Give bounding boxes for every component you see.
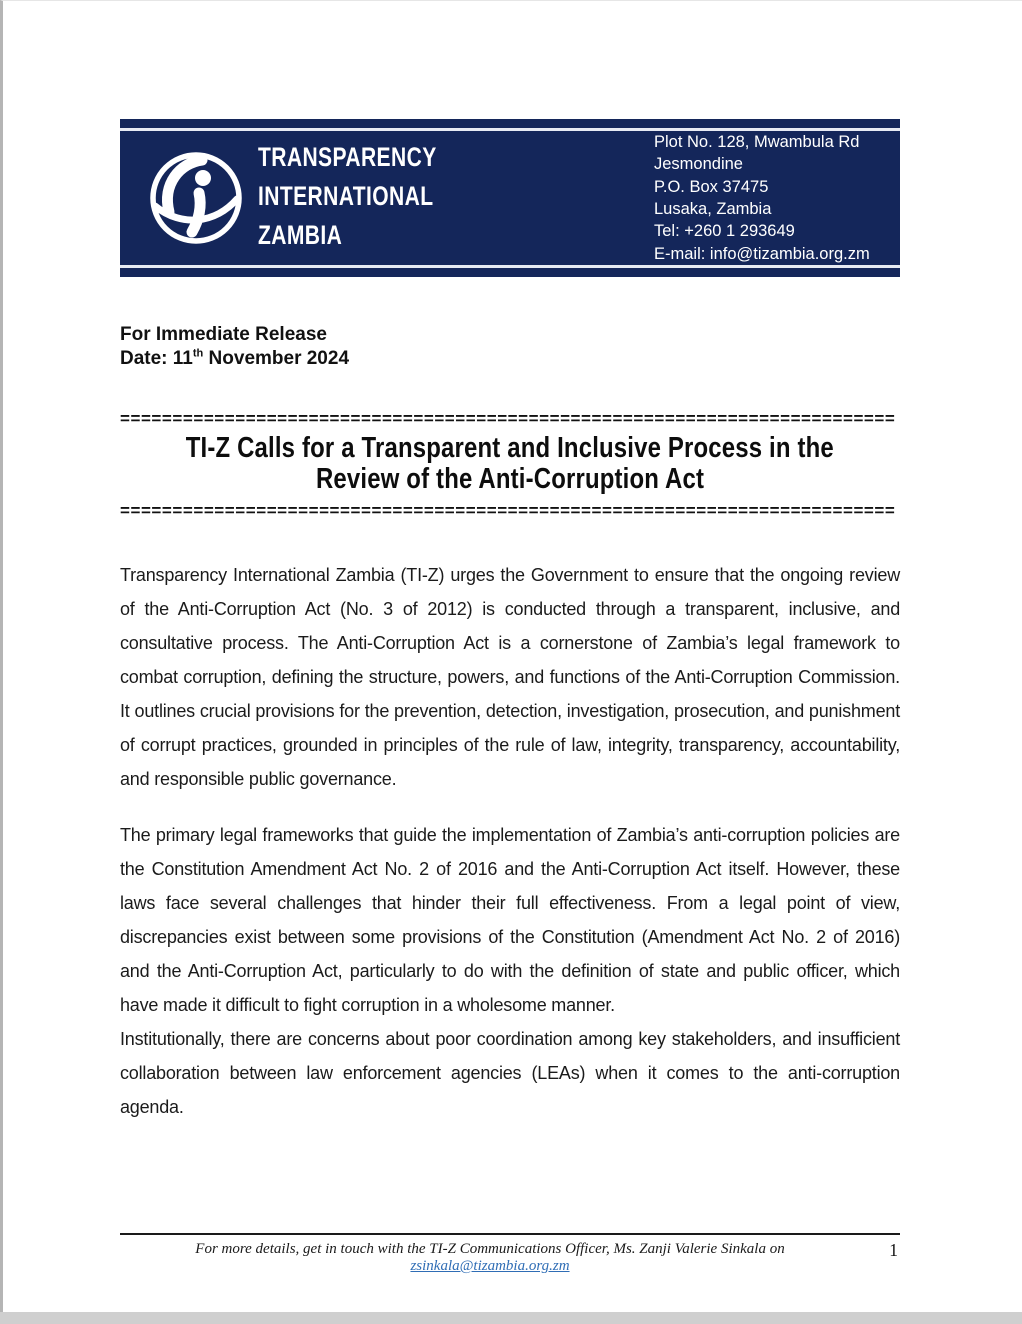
- address-line: P.O. Box 37475: [654, 177, 769, 196]
- footer-email-link[interactable]: zsinkala@tizambia.org.zm: [410, 1258, 570, 1274]
- org-address-block: [654, 131, 892, 265]
- page-title: [120, 433, 900, 494]
- banner-bottom-strip: [120, 268, 900, 277]
- title-line: Review of the Anti-Corruption Act: [315, 462, 705, 495]
- divider-line-top: ==========================================================================: [120, 411, 896, 426]
- divider-line-bottom: ==========================================================================: [120, 503, 896, 518]
- title-block: [120, 411, 900, 518]
- date-superscript: th: [192, 347, 204, 360]
- release-date: Date: 11th November 2024: [120, 347, 350, 369]
- address-line: Jesmondine: [654, 155, 743, 174]
- address-line: Tel: +260 1 293649: [654, 222, 795, 241]
- transparency-international-logo-icon: [146, 148, 246, 248]
- page-number: 1: [889, 1240, 898, 1260]
- footer-contact-note: For more details, get in touch with the TI-Z Communications Officer, Ms. Zanji Valerie Sinkala on zsinkala@tizambia.org.zm: [195, 1241, 785, 1274]
- title-line: TI-Z Calls for a Transparent and Inclusive Process in the: [185, 432, 835, 464]
- body-paragraph: Institutionally, there are concerns about poor coordination among key stakeholders, and insufficient collaboration between law enforcement agencies (LEAs) when it comes to the anti-corruption agenda.: [120, 1029, 900, 1117]
- release-info: [120, 323, 900, 371]
- address-line: Lusaka, Zambia: [654, 200, 772, 218]
- body-paragraph: Transparency International Zambia (TI-Z) urges the Government to ensure that the ongoing review of the Anti-Corruption Act (No. 3 of 2012) is conducted through a transparent, inclusive, and consultative process. The Anti-Corruption Act is a cornerstone of Zambia’s legal framework to combat corruption, defining the structure, powers, and functions of the Anti-Corruption Commission. It outlines crucial provisions for the prevention, detection, investigation, prosecution, and punishment of corrupt practices, grounded in principles of the rule of law, integrity, transparency, accountability, and responsible public governance.: [120, 565, 900, 789]
- org-name-line: ZAMBIA: [258, 219, 343, 250]
- banner-main: [120, 131, 900, 265]
- body-paragraph: The primary legal frameworks that guide the implementation of Zambia’s anti-corruption policies are the Constitution Amendment Act No. 2 of 2016 and the Anti-Corruption Act itself. However, these laws face several challenges that hinder their full effectiveness. From a legal point of view, discrepancies exist between some provisions of the Constitution (Amendment Act No. 2 of 2016) and the Anti-Corruption Act, particularly to do with the definition of state and public officer, which have made it difficult to fight corruption in a wholesome manner.: [120, 825, 900, 1015]
- address-line: Plot No. 128, Mwambula Rd: [654, 133, 860, 152]
- banner-top-strip: [120, 119, 900, 128]
- release-label: For Immediate Release: [120, 324, 327, 345]
- org-name: [258, 140, 487, 257]
- page-content: [3, 1, 1022, 1124]
- org-name-line: INTERNATIONAL: [258, 180, 434, 211]
- press-release-body: [120, 558, 900, 1124]
- address-line: E-mail: info@tizambia.org.zm: [654, 244, 870, 263]
- letterhead-banner: [120, 119, 900, 277]
- org-name-line: TRANSPARENCY: [258, 141, 437, 172]
- page-footer: [120, 1233, 900, 1275]
